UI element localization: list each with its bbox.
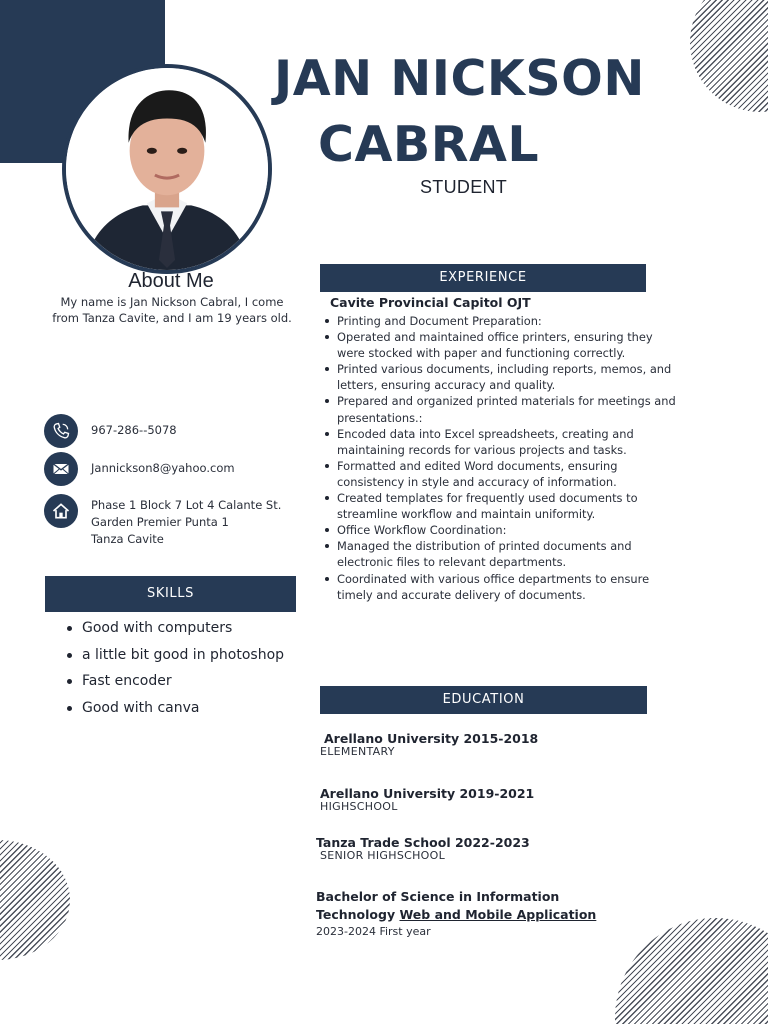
name-line-1: JAN NICKSON [274,50,645,107]
education-degree-year: 2023-2024 First year [316,925,431,938]
experience-company: Cavite Provincial Capitol OJT [330,295,531,310]
education-school: Tanza Trade School 2022-2023 [316,835,530,850]
decorative-hatched-circle-bottom-right [615,918,768,1024]
experience-heading: EXPERIENCE [320,264,646,292]
experience-item: Managed the distribution of printed documents and electronic files to relevant departments. [322,538,682,570]
role-title: STUDENT [420,177,508,197]
profile-photo [62,64,272,274]
experience-item: Printing and Document Preparation: [322,313,682,329]
education-level: ELEMENTARY [320,745,395,758]
education-school: Arellano University 2015-2018 [324,731,539,746]
skills-heading: SKILLS [45,576,296,612]
about-me-text: My name is Jan Nickson Cabral, I come from Tanza Cavite, and I am 19 years old. [52,295,292,325]
home-icon [44,494,78,528]
experience-item: Printed various documents, including reports, memos, and letters, ensuring accuracy and quality. [322,361,682,393]
experience-item: Created templates for frequently used documents to streamline workflow and maintain uniformity. [322,490,682,522]
skill-item: a little bit good in photoshop [64,642,294,669]
phone-number: 967-286--5078 [91,423,177,437]
education-degree-major: Web and Mobile Application [399,907,597,922]
contact-address [44,494,281,548]
about-me-heading: About Me [128,270,214,292]
name-line-2: CABRAL [318,116,540,173]
experience-list [322,313,682,603]
education-level: SENIOR HIGHSCHOOL [320,849,445,862]
education-school: Arellano University 2019-2021 [320,786,535,801]
skill-item: Good with computers [64,615,294,642]
skill-item: Good with canva [64,695,294,722]
experience-item: Operated and maintained office printers, ensuring they were stocked with paper and functioning correctly. [322,329,682,361]
education-heading: EDUCATION [320,686,647,714]
education-level: HIGHSCHOOL [320,800,398,813]
contact-email [44,452,235,486]
contact-phone [44,414,177,448]
decorative-hatched-circle-bottom-left [0,840,70,960]
profile-photo-illustration [66,68,268,270]
experience-item: Encoded data into Excel spreadsheets, creating and maintaining records for various projects and tasks. [322,426,682,458]
experience-item: Office Workflow Coordination: [322,522,682,538]
skills-list [64,615,294,721]
home-address: Phase 1 Block 7 Lot 4 Calante St. Garden Premier Punta 1 Tanza Cavite [91,498,282,546]
education-degree-line-1: Bachelor of Science in Information [316,889,560,904]
email-address: Jannickson8@yahoo.com [91,461,235,475]
education-degree-prefix: Technology [316,907,400,922]
experience-item: Prepared and organized printed materials for meetings and presentations.: [322,393,682,425]
envelope-icon [44,452,78,486]
experience-item: Coordinated with various office departments to ensure timely and accurate delivery of documents. [322,571,682,603]
skill-item: Fast encoder [64,668,294,695]
experience-item: Formatted and edited Word documents, ensuring consistency in style and accuracy of information. [322,458,682,490]
decorative-hatched-circle-top-right [690,0,768,112]
education-degree-line-2 [316,906,596,924]
phone-icon [44,414,78,448]
